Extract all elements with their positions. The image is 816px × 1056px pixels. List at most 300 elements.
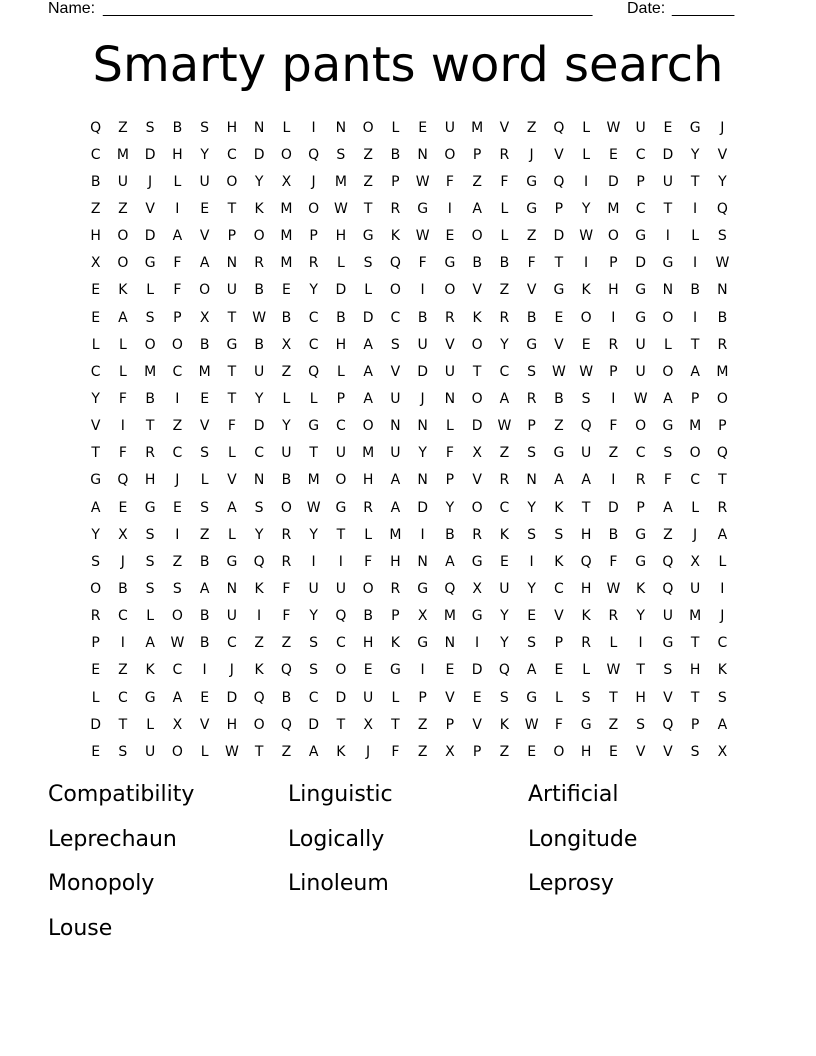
grid-letter: L <box>691 499 700 516</box>
grid-letter: N <box>226 580 238 597</box>
grid-letter: G <box>471 553 483 570</box>
grid-letter: N <box>226 255 238 272</box>
grid-letter: U <box>363 689 374 706</box>
grid-letter: Z <box>199 526 210 543</box>
grid-letter: W <box>415 173 430 190</box>
grid-letter: F <box>282 608 291 625</box>
grid-letter: U <box>690 580 701 597</box>
grid-letter: O <box>444 146 456 163</box>
grid-letter: O <box>471 228 483 245</box>
grid-letter: H <box>335 336 347 353</box>
grid-letter: I <box>665 228 670 245</box>
grid-letter: B <box>336 309 346 326</box>
grid-letter: P <box>554 200 564 217</box>
grid-letter: O <box>389 282 401 299</box>
grid-letter: S <box>717 228 727 245</box>
grid-letter: I <box>311 119 316 136</box>
grid-letter: Y <box>254 390 264 407</box>
grid-letter: Z <box>499 445 510 462</box>
grid-letter: H <box>335 228 347 245</box>
grid-letter: C <box>308 336 319 353</box>
grid-letter: D <box>253 146 265 163</box>
grid-letter: U <box>145 743 156 760</box>
grid-letter: J <box>229 662 234 679</box>
grid-letter: Q <box>553 119 565 136</box>
grid-letter: L <box>91 336 100 353</box>
grid-letter: A <box>445 553 455 570</box>
word-list-item: Linoleum <box>288 871 389 896</box>
grid-letter: V <box>554 146 564 163</box>
grid-letter: F <box>118 445 127 462</box>
grid-letter: B <box>690 282 700 299</box>
grid-letter: O <box>362 119 374 136</box>
grid-letter: I <box>420 662 425 679</box>
grid-letter: G <box>417 200 429 217</box>
grid-letter: J <box>120 553 125 570</box>
grid-letter: A <box>663 499 673 516</box>
grid-letter: G <box>526 689 538 706</box>
grid-letter: U <box>335 445 346 462</box>
grid-letter: M <box>198 363 211 380</box>
grid-letter: W <box>606 580 621 597</box>
word-list-item: Leprechaun <box>48 826 177 852</box>
grid-letter: T <box>145 418 155 435</box>
grid-letter: E <box>445 228 455 245</box>
grid-letter: F <box>527 255 536 272</box>
grid-letter: D <box>362 309 374 326</box>
grid-letter: Z <box>172 418 183 435</box>
grid-letter: L <box>200 472 209 489</box>
grid-letter: S <box>145 553 155 570</box>
grid-letter: D <box>226 689 238 706</box>
grid-letter: O <box>362 580 374 597</box>
grid-letter: C <box>635 146 646 163</box>
grid-letter: A <box>581 472 591 489</box>
grid-letter: J <box>720 608 725 625</box>
grid-letter: Z <box>608 716 619 733</box>
grid-letter: E <box>554 662 564 679</box>
grid-letter: Q <box>280 662 292 679</box>
grid-letter: P <box>445 472 455 489</box>
grid-letter: W <box>415 228 430 245</box>
grid-letter: E <box>554 309 564 326</box>
grid-letter: D <box>471 662 483 679</box>
grid-letter: L <box>691 228 700 245</box>
grid-letter: S <box>363 255 373 272</box>
grid-letter: B <box>172 119 183 136</box>
grid-letter: Y <box>581 200 591 217</box>
grid-letter: V <box>663 743 673 760</box>
grid-letter: M <box>334 173 347 190</box>
grid-letter: Y <box>309 526 318 543</box>
grid-letter: P <box>636 499 645 516</box>
grid-letter: W <box>524 716 539 733</box>
grid-letter: R <box>390 580 401 597</box>
grid-letter: S <box>581 689 591 706</box>
grid-letter: S <box>717 689 727 706</box>
grid-letter: C <box>226 635 237 652</box>
grid-letter: M <box>280 228 293 245</box>
grid-letter: L <box>118 363 127 380</box>
grid-letter: B <box>445 526 455 543</box>
word-list-item: Artificial <box>528 782 619 807</box>
grid-letter: S <box>309 635 319 652</box>
grid-letter: S <box>527 363 537 380</box>
grid-letter: V <box>90 418 101 435</box>
grid-letter: E <box>581 336 591 353</box>
grid-letter: L <box>391 689 400 706</box>
grid-letter: Z <box>417 743 428 760</box>
grid-letter: R <box>499 146 510 163</box>
grid-letter: W <box>306 499 321 516</box>
grid-letter: E <box>281 282 291 299</box>
grid-letter: Q <box>662 580 674 597</box>
grid-letter: P <box>391 608 400 625</box>
grid-letter: G <box>553 445 565 462</box>
grid-letter: U <box>635 336 646 353</box>
grid-letter: S <box>145 580 155 597</box>
grid-letter: W <box>170 635 185 652</box>
grid-letter: J <box>175 472 180 489</box>
grid-letter: Q <box>580 418 592 435</box>
grid-letter: O <box>444 282 456 299</box>
grid-letter: Z <box>281 363 292 380</box>
grid-letter: I <box>338 553 343 570</box>
grid-letter: P <box>609 363 618 380</box>
word-list-item: Leprosy <box>528 871 614 896</box>
grid-letter: T <box>227 390 237 407</box>
grid-letter: B <box>145 390 155 407</box>
grid-letter: K <box>554 499 564 516</box>
grid-letter: Q <box>253 689 265 706</box>
grid-letter: G <box>689 119 701 136</box>
grid-letter: X <box>363 716 373 733</box>
grid-letter: P <box>445 716 455 733</box>
grid-letter: I <box>475 635 480 652</box>
grid-letter: V <box>554 336 564 353</box>
grid-letter: M <box>471 119 484 136</box>
grid-letter: C <box>335 635 346 652</box>
grid-letter: R <box>145 445 155 462</box>
grid-letter: J <box>366 743 371 760</box>
grid-letter: T <box>581 499 591 516</box>
grid-letter: I <box>120 418 125 435</box>
grid-letter: G <box>144 255 156 272</box>
grid-letter: J <box>311 173 316 190</box>
grid-letter: V <box>554 608 564 625</box>
grid-letter: Y <box>500 336 509 353</box>
grid-letter: R <box>499 472 510 489</box>
grid-letter: T <box>336 526 346 543</box>
grid-letter: N <box>253 472 265 489</box>
grid-letter: V <box>199 716 210 733</box>
grid-letter: B <box>717 309 728 326</box>
grid-letter: O <box>662 363 674 380</box>
grid-letter: D <box>90 716 102 733</box>
grid-letter: T <box>636 662 645 679</box>
grid-letter: U <box>254 363 265 380</box>
grid-letter: Q <box>716 445 728 462</box>
grid-letter: N <box>444 635 456 652</box>
grid-letter: G <box>662 418 674 435</box>
name-line: _______________________________________________________ <box>103 0 593 17</box>
grid-letter: O <box>580 309 592 326</box>
grid-letter: I <box>638 635 643 652</box>
grid-letter: H <box>390 553 401 570</box>
grid-letter: W <box>606 662 621 679</box>
grid-letter: O <box>144 336 156 353</box>
grid-letter: T <box>690 689 700 706</box>
grid-letter: A <box>717 526 728 543</box>
grid-letter: O <box>716 390 728 407</box>
grid-letter: E <box>91 282 101 299</box>
word-list-item: Compatibility <box>48 782 195 807</box>
grid-letter: W <box>579 228 594 245</box>
grid-letter: U <box>417 336 428 353</box>
grid-letter: G <box>226 553 238 570</box>
grid-letter: L <box>554 689 563 706</box>
grid-letter: S <box>390 336 400 353</box>
grid-letter: T <box>363 200 373 217</box>
grid-letter: Y <box>254 173 264 190</box>
grid-letter: D <box>635 255 647 272</box>
grid-letter: W <box>252 309 267 326</box>
grid-letter: O <box>171 336 183 353</box>
grid-letter: H <box>580 743 592 760</box>
grid-letter: E <box>91 662 101 679</box>
grid-letter: A <box>554 472 564 489</box>
grid-letter: V <box>227 472 237 489</box>
grid-letter: G <box>635 526 647 543</box>
grid-letter: C <box>690 472 701 489</box>
grid-letter: B <box>390 146 401 163</box>
grid-letter: S <box>91 553 101 570</box>
grid-letter: C <box>499 499 510 516</box>
word-list-item: Linguistic <box>288 782 393 807</box>
grid-letter: I <box>420 282 425 299</box>
grid-letter: C <box>254 445 265 462</box>
grid-letter: Q <box>662 553 674 570</box>
grid-letter: E <box>663 119 673 136</box>
grid-letter: M <box>443 608 456 625</box>
grid-letter: E <box>118 499 128 516</box>
grid-letter: O <box>280 499 292 516</box>
grid-letter: T <box>227 200 237 217</box>
grid-letter: G <box>526 173 538 190</box>
grid-letter: Y <box>500 608 509 625</box>
grid-letter: P <box>609 255 618 272</box>
grid-letter: U <box>390 445 401 462</box>
grid-letter: G <box>144 499 156 516</box>
grid-letter: L <box>718 553 727 570</box>
grid-letter: O <box>607 228 619 245</box>
grid-letter: R <box>390 200 401 217</box>
grid-letter: E <box>418 119 428 136</box>
grid-letter: N <box>253 119 265 136</box>
grid-letter: H <box>144 472 156 489</box>
grid-letter: L <box>227 526 236 543</box>
grid-letter: G <box>417 580 429 597</box>
grid-letter: Q <box>335 608 347 625</box>
grid-letter: U <box>226 282 237 299</box>
grid-letter: V <box>472 282 482 299</box>
grid-letter: C <box>117 689 128 706</box>
grid-letter: F <box>391 743 400 760</box>
grid-letter: P <box>418 689 427 706</box>
grid-letter: N <box>417 418 428 435</box>
grid-letter: L <box>309 390 318 407</box>
grid-letter: X <box>472 445 482 462</box>
grid-letter: I <box>720 580 725 597</box>
grid-letter: A <box>717 716 728 733</box>
grid-letter: Y <box>527 499 536 516</box>
grid-letter: C <box>172 363 183 380</box>
grid-letter: Q <box>308 363 320 380</box>
grid-letter: H <box>226 119 238 136</box>
grid-letter: A <box>526 662 537 679</box>
grid-letter: Q <box>498 662 510 679</box>
grid-letter: M <box>280 255 293 272</box>
grid-letter: B <box>281 309 292 326</box>
grid-letter: H <box>362 472 374 489</box>
grid-letter: A <box>90 499 101 516</box>
grid-letter: A <box>363 336 373 353</box>
grid-letter: E <box>172 499 182 516</box>
grid-letter: O <box>662 309 674 326</box>
grid-letter: O <box>635 418 647 435</box>
grid-letter: Z <box>118 662 128 679</box>
grid-letter: O <box>171 743 183 760</box>
grid-letter: I <box>175 526 180 543</box>
grid-letter: M <box>389 526 402 543</box>
grid-letter: F <box>554 716 563 733</box>
grid-letter: K <box>499 716 509 733</box>
grid-letter: R <box>254 255 264 272</box>
grid-letter: V <box>199 228 210 245</box>
grid-letter: I <box>693 309 698 326</box>
grid-letter: P <box>309 228 318 245</box>
grid-letter: N <box>526 472 537 489</box>
grid-letter: G <box>226 336 238 353</box>
grid-letter: K <box>336 743 346 760</box>
grid-letter: B <box>254 282 264 299</box>
grid-letter: L <box>500 228 509 245</box>
grid-letter: K <box>472 309 482 326</box>
grid-letter: D <box>607 173 619 190</box>
grid-letter: W <box>606 119 621 136</box>
grid-letter: A <box>390 499 401 516</box>
grid-letter: G <box>662 635 674 652</box>
grid-letter: T <box>227 363 237 380</box>
grid-letter: L <box>146 282 155 299</box>
grid-letter: G <box>635 309 647 326</box>
grid-letter: S <box>636 716 646 733</box>
grid-letter: B <box>199 553 210 570</box>
grid-letter: U <box>635 363 646 380</box>
grid-letter: E <box>200 390 210 407</box>
grid-letter: C <box>226 146 237 163</box>
grid-letter: K <box>581 282 591 299</box>
grid-letter: O <box>171 608 183 625</box>
grid-letter: C <box>308 689 319 706</box>
grid-letter: C <box>553 580 564 597</box>
grid-letter: T <box>336 716 346 733</box>
grid-letter: M <box>716 363 729 380</box>
grid-letter: I <box>257 608 262 625</box>
grid-letter: P <box>636 173 645 190</box>
grid-letter: R <box>308 255 319 272</box>
grid-letter: G <box>471 608 483 625</box>
grid-letter: B <box>90 173 101 190</box>
grid-letter: Y <box>500 635 509 652</box>
grid-letter: D <box>417 499 429 516</box>
grid-letter: Z <box>499 743 510 760</box>
grid-letter: V <box>526 282 537 299</box>
grid-letter: P <box>690 716 700 733</box>
grid-letter: C <box>117 608 128 625</box>
grid-letter: E <box>608 743 618 760</box>
grid-letter: I <box>693 200 698 217</box>
grid-letter: L <box>118 336 127 353</box>
grid-letter: X <box>690 553 700 570</box>
grid-letter: S <box>663 445 673 462</box>
page-title: Smarty pants word search <box>92 37 724 93</box>
grid-letter: U <box>662 173 673 190</box>
grid-letter: S <box>200 499 210 516</box>
grid-letter: Q <box>444 580 456 597</box>
date-label: Date: <box>627 0 666 17</box>
grid-letter: C <box>90 363 101 380</box>
grid-letter: Z <box>118 119 128 136</box>
grid-letter: I <box>175 200 180 217</box>
grid-letter: P <box>554 635 564 652</box>
grid-letter: B <box>199 608 210 625</box>
grid-letter: G <box>144 689 156 706</box>
grid-letter: M <box>689 418 702 435</box>
grid-letter: Z <box>472 173 482 190</box>
grid-letter: A <box>308 743 319 760</box>
grid-letter: J <box>693 526 698 543</box>
grid-letter: Y <box>718 173 727 190</box>
grid-letter: O <box>308 200 320 217</box>
grid-letter: T <box>718 472 727 489</box>
grid-letter: X <box>281 336 292 353</box>
grid-letter: G <box>389 662 401 679</box>
grid-letter: T <box>554 255 564 272</box>
grid-letter: L <box>663 336 672 353</box>
grid-letter: E <box>91 743 101 760</box>
grid-letter: G <box>635 553 647 570</box>
grid-letter: S <box>690 743 700 760</box>
grid-letter: R <box>717 336 728 353</box>
grid-letter: O <box>471 336 483 353</box>
grid-letter: W <box>224 743 239 760</box>
grid-letter: Z <box>172 553 183 570</box>
grid-letter: G <box>580 716 592 733</box>
grid-letter: X <box>118 526 128 543</box>
grid-letter: P <box>336 390 346 407</box>
grid-letter: V <box>445 336 455 353</box>
grid-letter: V <box>635 743 646 760</box>
grid-letter: Y <box>282 418 291 435</box>
grid-letter: E <box>91 309 101 326</box>
grid-letter: P <box>227 228 237 245</box>
grid-letter: U <box>581 445 592 462</box>
grid-letter: E <box>472 689 482 706</box>
grid-letter: V <box>663 689 673 706</box>
grid-letter: Y <box>200 146 209 163</box>
grid-letter: Y <box>445 499 455 516</box>
